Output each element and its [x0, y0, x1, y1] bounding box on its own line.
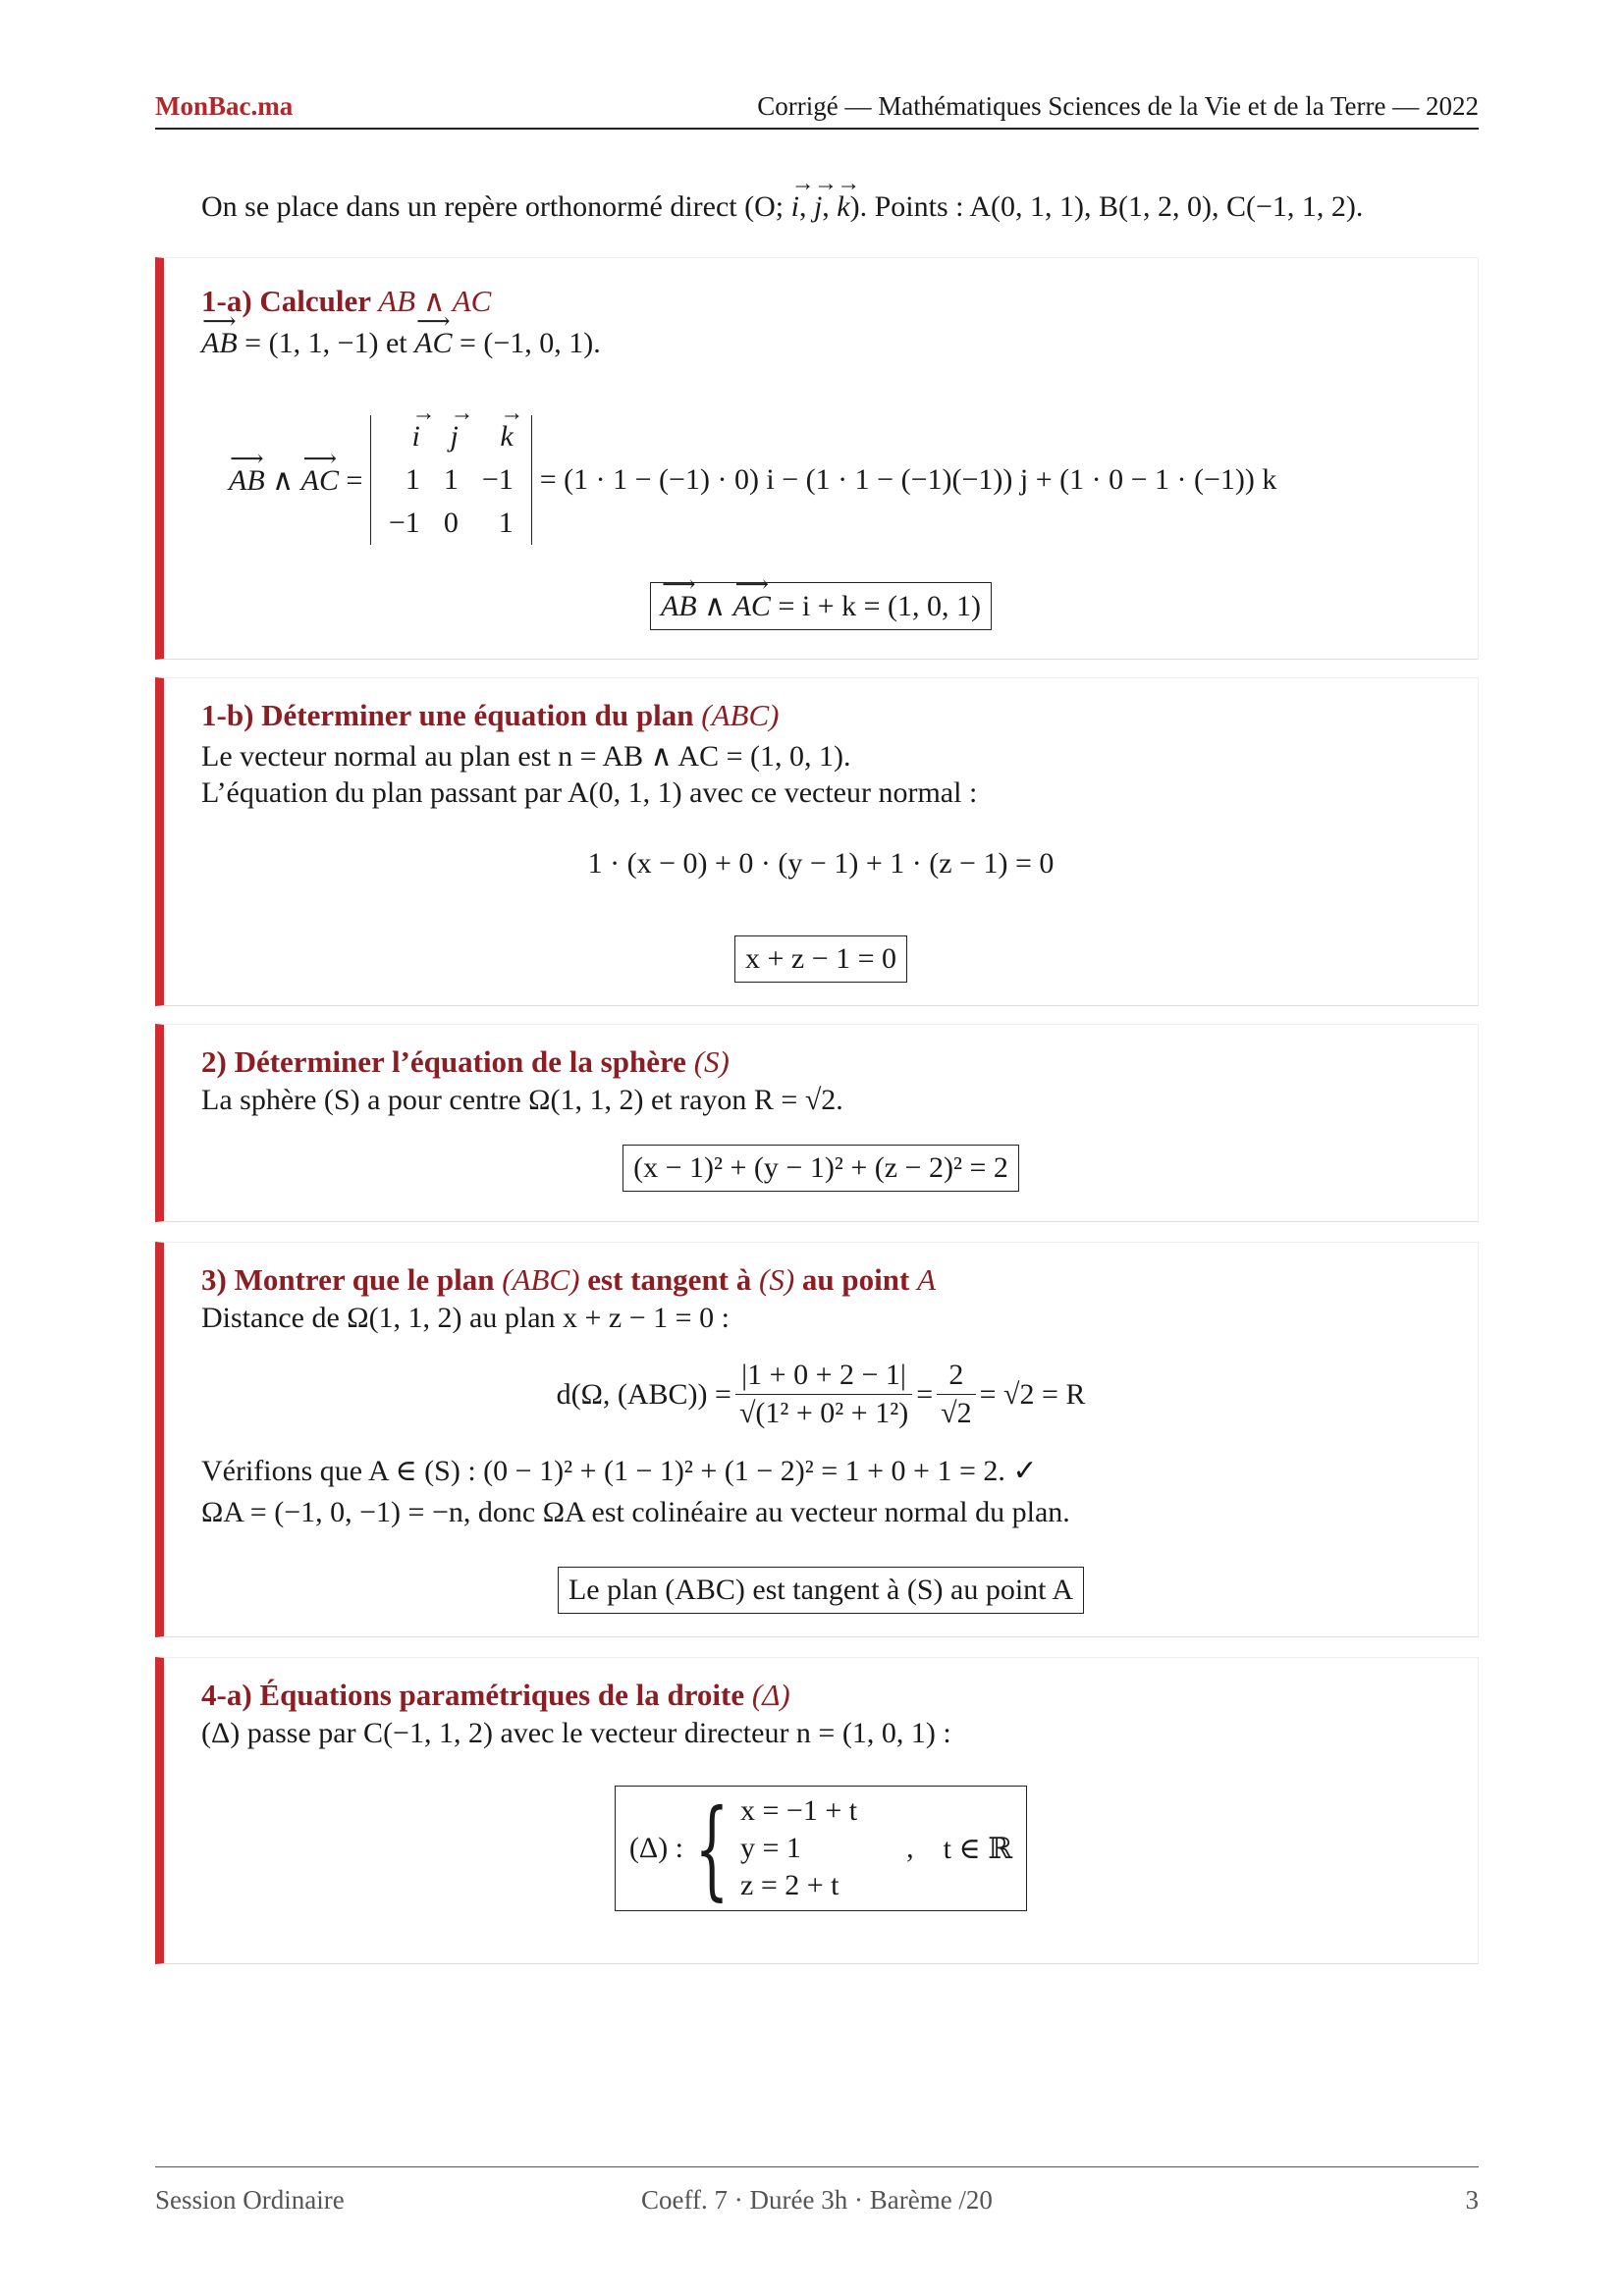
question-1a-box — [155, 257, 1479, 660]
determinant-matrix: → i → j → k 1 1 −1 −1 0 1 — [370, 415, 532, 545]
q4a-system: (Δ) : { x = −1 + t y = 1 z = 2 + t , t ∈ ℝ — [164, 1786, 1478, 1911]
page-header — [155, 90, 1479, 130]
q2-sphere-description: La sphère (S) a pour centre Ω(1, 1, 2) et rayon R = √2. — [201, 1084, 843, 1116]
footer-session: Session Ordinaire — [155, 2185, 345, 2215]
header-title: Corrigé — Mathématiques Sciences de la Vie et de la Terre — 2022 — [757, 91, 1479, 121]
basis-k: → k — [837, 190, 849, 224]
q1a-determinant: ⟶ AB ∧ ⟶ AC = → i → j → k 1 1 −1 −1 0 1 = (1 · 1 − (−1) · 0) i − (1 · 1 − (−1)(−1)) j + (1 · 0 − 1 · (−1)) k — [229, 415, 1276, 545]
q1a-result: ⟶ AB ∧ ⟶ AC = i + k = (1, 0, 1) — [164, 582, 1478, 630]
footer-page-number: 3 — [1465, 2185, 1479, 2215]
q1b-normal-vector: Le vecteur normal au plan est n = AB ∧ AC = (1, 0, 1). — [201, 740, 851, 773]
question-1b-title: 1-b) Déterminer une équation du plan (ABC) — [201, 698, 780, 732]
title-math: AB ∧ AC — [378, 284, 492, 318]
question-2-box — [155, 1024, 1479, 1222]
brand-logo-text: MonBac.ma — [155, 91, 294, 121]
question-1a-title: 1-a) Calculer AB ∧ AC — [201, 284, 492, 318]
question-1b-box — [155, 677, 1479, 1006]
q3-point-check: Vérifions que A ∈ (S) : (0 − 1)² + (1 − 1)² + (1 − 2)² = 1 + 0 + 1 = 2. ✓ — [201, 1455, 1038, 1487]
determinant-expansion: = (1 · 1 − (−1) · 0) i − (1 · 1 − (−1)(−1)) j + (1 · 0 − 1 · (−1)) k — [539, 463, 1277, 496]
q3-result: Le plan (ABC) est tangent à (S) au point A — [164, 1567, 1478, 1614]
q1a-vectors-line: ⟶ AB = (1, 1, −1) et ⟶ AC = (−1, 0, 1). — [201, 327, 601, 360]
question-4a-title: 4-a) Équations paramétriques de la droite (Δ) — [201, 1678, 790, 1712]
q1b-result: x + z − 1 = 0 — [164, 935, 1478, 983]
q3-distance-formula: d(Ω, (ABC)) = $\frac{|1 + 0 + 2 - 1|}{\text{√(1² + 0² + 1²)}}$ = $\frac{2}{√2}$ = √2 = R — [556, 1359, 1086, 1429]
q2-result: (x − 1)² + (y − 1)² + (z − 2)² = 2 — [164, 1145, 1478, 1192]
intro-prefix: On se place dans un repère orthonormé direct (O; — [201, 190, 791, 223]
question-3-title: 3) Montrer que le plan (ABC) est tangent à (S) au point A — [201, 1262, 937, 1297]
q3-collinear: ΩA = (−1, 0, −1) = −n, donc ΩA est colinéaire au vecteur normal du plan. — [201, 1496, 1070, 1528]
q4a-direction: (Δ) passe par C(−1, 1, 2) avec le vecteur directeur n = (1, 0, 1) : — [201, 1717, 951, 1749]
question-2-title: 2) Déterminer l’équation de la sphère (S) — [201, 1044, 730, 1079]
basis-j: → j — [814, 190, 822, 224]
question-4a-box — [155, 1657, 1479, 1964]
intro-suffix: ). Points : A(0, 1, 1), B(1, 2, 0), C(−1, 1, 2). — [849, 190, 1364, 223]
q1b-equation: 1 · (x − 0) + 0 · (y − 1) + 1 · (z − 1) = 0 — [587, 847, 1055, 880]
question-3-box — [155, 1242, 1479, 1637]
footer-info: Coeff. 7 · Durée 3h · Barème /20 — [641, 2185, 993, 2215]
q1b-plane-intro: L’équation du plan passant par A(0, 1, 1) avec ce vecteur normal : — [201, 776, 978, 809]
basis-i: → i — [791, 190, 799, 224]
q3-distance-intro: Distance de Ω(1, 1, 2) au plan x + z − 1 = 0 : — [201, 1302, 730, 1334]
page-footer — [155, 2166, 1479, 2216]
intro-text: On se place dans un repère orthonormé direct (O; → i, → j, → k). Points : A(0, 1, 1), B(1, 2, 0), C(−1, 1, 2). — [201, 190, 1363, 224]
